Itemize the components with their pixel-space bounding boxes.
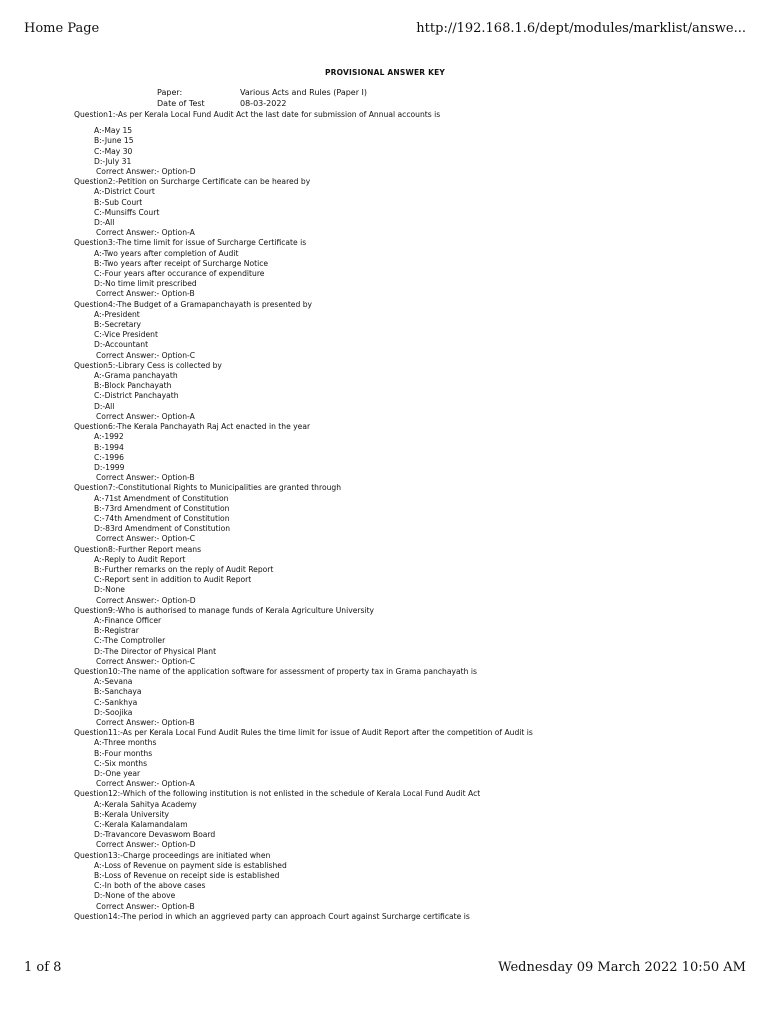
- question-text: Question1:-As per Kerala Local Fund Audit Act the last date for submission of Annual accounts is: [74, 110, 441, 119]
- answer-option: C:-May 30: [94, 146, 133, 156]
- correct-answer: Correct Answer:- Option-B: [96, 289, 195, 299]
- correct-answer: Correct Answer:- Option-B: [96, 717, 195, 727]
- browser-header-url: http://192.168.1.6/dept/modules/marklist/answe...: [416, 21, 746, 36]
- correct-answer: Correct Answer:- Option-B: [96, 901, 195, 911]
- answer-option: A:-71st Amendment of Constitution: [94, 493, 229, 503]
- answer-option: B:-June 15: [94, 136, 134, 146]
- answer-option: A:-Finance Officer: [94, 615, 162, 625]
- answer-option: C:-Munsiffs Court: [94, 207, 160, 217]
- answer-option: A:-President: [94, 309, 140, 319]
- answer-option: D:-No time limit prescribed: [94, 279, 197, 289]
- answer-option: D:-Accountant: [94, 340, 149, 350]
- answer-option: C:-74th Amendment of Constitution: [94, 513, 230, 523]
- correct-answer: Correct Answer:- Option-D: [96, 840, 196, 850]
- page-counter: 1 of 8: [24, 960, 62, 975]
- answer-option: B:-Registrar: [94, 626, 139, 636]
- browser-header-title: Home Page: [24, 21, 100, 36]
- answer-option: D:-83rd Amendment of Constitution: [94, 524, 231, 534]
- answer-option: D:-One year: [94, 769, 141, 778]
- answer-option: C:-District Panchayath: [94, 391, 179, 401]
- date-row: [157, 99, 287, 108]
- answer-option: B:-Secretary: [94, 320, 142, 330]
- answer-option: B:-1994: [94, 442, 124, 452]
- answer-option: C:-Six months: [94, 758, 148, 768]
- paper-value: Various Acts and Rules (Paper I): [240, 88, 368, 97]
- question-text: Question13:-Charge proceedings are initiated when: [74, 850, 271, 860]
- correct-answer: Correct Answer:- Option-D: [96, 167, 196, 177]
- answer-option: B:-Further remarks on the reply of Audit Report: [94, 564, 274, 574]
- answer-option: A:-May 15: [94, 126, 133, 136]
- answer-option: A:-Sevana: [94, 677, 133, 687]
- paper-row: [157, 88, 367, 97]
- question-text: Question3:-The time limit for issue of Surcharge Certificate is: [74, 238, 307, 248]
- answer-option: D:-Soojika: [94, 707, 133, 717]
- question-text: Question8:-Further Report means: [74, 544, 202, 554]
- answer-option: C:-In both of the above cases: [94, 881, 206, 891]
- correct-answer: Correct Answer:- Option-B: [96, 473, 195, 483]
- question-text: Question11:-As per Kerala Local Fund Audit Rules the time limit for issue of Audit Report after the competition of Audit is: [74, 728, 533, 738]
- answer-option: A:-Kerala Sahitya Academy: [94, 799, 197, 809]
- question-text: Question14:-The period in which an aggrieved party can approach Court against Surcharge certificate is: [74, 911, 470, 921]
- correct-answer: Correct Answer:- Option-C: [96, 350, 196, 360]
- answer-option: D:-Travancore Devaswom Board: [94, 830, 216, 840]
- answer-option: C:-Sankhya: [94, 697, 138, 707]
- answer-option: A:-District Court: [94, 187, 155, 197]
- answer-option: A:-Grama panchayath: [94, 371, 178, 381]
- question-text: Question12:-Which of the following institution is not enlisted in the schedule of Kerala Local Fund Audit Act: [74, 789, 481, 799]
- answer-option: B:-73rd Amendment of Constitution: [94, 503, 230, 513]
- answer-option: C:-1996: [94, 452, 124, 462]
- answer-option: D:-None of the above: [94, 891, 176, 901]
- question-text: Question4:-The Budget of a Gramapanchayath is presented by: [74, 299, 313, 309]
- print-timestamp: Wednesday 09 March 2022 10:50 AM: [498, 960, 746, 975]
- question-text: Question10:-The name of the application software for assessment of property tax in Grama panchayath is: [74, 666, 477, 676]
- document-title: PROVISIONAL ANSWER KEY: [324, 68, 446, 77]
- correct-answer: Correct Answer:- Option-D: [96, 595, 196, 605]
- answer-option: A:-1992: [94, 432, 124, 442]
- answer-option: C:-Vice President: [94, 330, 158, 340]
- date-value: 08-03-2022: [240, 99, 287, 108]
- answer-option: C:-The Comptroller: [94, 636, 166, 646]
- question-text: Question6:-The Kerala Panchayath Raj Act enacted in the year: [74, 422, 311, 432]
- answer-option: A:-Loss of Revenue on payment side is established: [94, 860, 287, 870]
- answer-option: D:-None: [94, 585, 125, 595]
- answer-option: A:-Two years after completion of Audit: [94, 248, 239, 258]
- correct-answer: Correct Answer:- Option-C: [96, 656, 196, 666]
- question-text: Question7:-Constitutional Rights to Municipalities are granted through: [74, 483, 342, 493]
- date-label: Date of Test: [157, 99, 205, 108]
- answer-option: D:-1999: [94, 462, 125, 472]
- question-text: Question9:-Who is authorised to manage funds of Kerala Agriculture University: [74, 605, 375, 615]
- correct-answer: Correct Answer:- Option-A: [96, 228, 195, 238]
- answer-option: C:-Report sent in addition to Audit Report: [94, 575, 252, 585]
- question-list: [74, 110, 754, 922]
- question-text: Question2:-Petition on Surcharge Certificate can be heared by: [74, 177, 311, 187]
- answer-option: B:-Sub Court: [94, 197, 143, 207]
- answer-option: A:-Three months: [94, 738, 157, 748]
- answer-option: D:-July 31: [94, 156, 132, 166]
- correct-answer: Correct Answer:- Option-A: [96, 779, 195, 789]
- answer-option: B:-Kerala University: [94, 809, 170, 819]
- paper-label: Paper:: [157, 88, 183, 97]
- question-text: Question5:-Library Cess is collected by: [74, 360, 222, 370]
- answer-option: B:-Two years after receipt of Surcharge Notice: [94, 258, 269, 268]
- answer-option: B:-Sanchaya: [94, 687, 142, 697]
- answer-option: B:-Four months: [94, 748, 153, 758]
- correct-answer: Correct Answer:- Option-C: [96, 534, 196, 544]
- answer-option: A:-Reply to Audit Report: [94, 554, 186, 564]
- answer-option: B:-Block Panchayath: [94, 381, 172, 391]
- answer-option: D:-The Director of Physical Plant: [94, 646, 217, 656]
- correct-answer: Correct Answer:- Option-A: [96, 411, 195, 421]
- answer-option: D:-All: [94, 401, 115, 411]
- answer-option: D:-All: [94, 218, 115, 228]
- answer-option: C:-Four years after occurance of expenditure: [94, 269, 265, 279]
- answer-option: C:-Kerala Kalamandalam: [94, 820, 188, 830]
- answer-option: B:-Loss of Revenue on receipt side is established: [94, 871, 280, 881]
